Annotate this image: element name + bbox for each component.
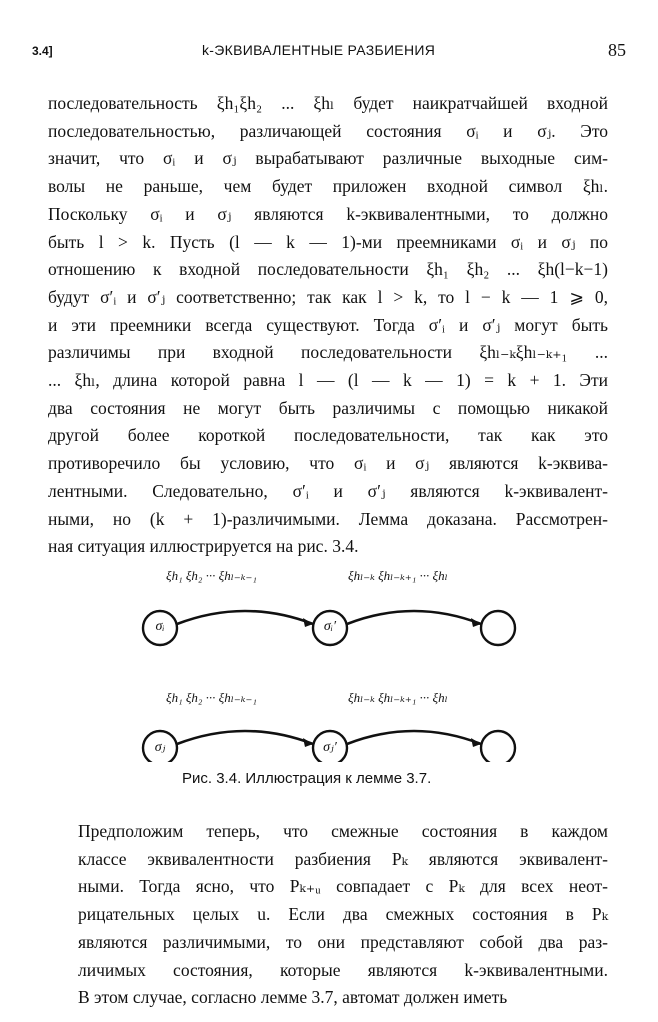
edge-label: ξhₗ₋ₖ ξhₗ₋ₖ₊₁ ··· ξhₗ bbox=[348, 690, 448, 705]
node-label: σⱼ′ bbox=[323, 740, 337, 755]
edge-label: ξh₁ ξh₂ ··· ξhₗ₋ₖ₋₁ bbox=[166, 568, 257, 583]
text-line: другой более короткой последовательности, так как это bbox=[48, 425, 608, 446]
node-label: σⱼ bbox=[154, 740, 166, 755]
text-line: ными, но (k + 1)-различимыми. Лемма доказана. Рассмотрен- bbox=[48, 508, 608, 529]
paragraph-1 bbox=[48, 90, 608, 561]
text-line: Предположим теперь, что смежные состояния в каждом bbox=[78, 821, 608, 841]
text-line: рицательных целых u. Если два смежных состояния в Pₖ bbox=[78, 904, 608, 925]
page-header bbox=[32, 40, 626, 64]
node-label: σᵢ′ bbox=[323, 619, 337, 634]
text-line: личимых состояния, которые являются k-эквивалентными. bbox=[78, 959, 608, 980]
transition-arc bbox=[347, 611, 481, 624]
text-line: противоречило бы условию, что σᵢ и σⱼ являются k-эквива- bbox=[48, 453, 608, 474]
transition-arc bbox=[347, 731, 481, 744]
text-line: будут σ′ᵢ и σ′ⱼ соответственно; так как l > k, то l − k — 1 ⩾ 0, bbox=[48, 286, 608, 307]
text-line: В этом случае, согласно лемме 3.7, автомат должен иметь bbox=[78, 987, 508, 1008]
text-line: являются различимыми, то они представляют собой два раз- bbox=[78, 931, 608, 952]
paragraph-2 bbox=[48, 818, 608, 1012]
figure-caption: Рис. 3.4. Иллюстрация к лемме 3.7. bbox=[182, 770, 432, 787]
text-line: значит, что σᵢ и σⱼ вырабатывают различные выходные сим- bbox=[48, 148, 608, 169]
text-line: ная ситуация иллюстрируется на рис. 3.4. bbox=[48, 536, 359, 557]
state-node-final-1 bbox=[481, 611, 515, 645]
state-node-final-2 bbox=[481, 731, 515, 762]
transition-arc bbox=[177, 731, 313, 744]
page-number: 85 bbox=[608, 40, 626, 60]
text-line: последовательностью, различающей состояния σᵢ и σⱼ. Это bbox=[48, 120, 608, 141]
text-line: последовательность ξh₁ξh₂ ... ξhₗ будет наикратчайшей входной bbox=[48, 93, 608, 113]
text-line: отношению к входной последовательности ξh₁ ξh₂ ... ξh(l−k−1) bbox=[48, 259, 608, 280]
section-number: 3.4] bbox=[32, 44, 53, 58]
text-line: лентными. Следовательно, σ′ᵢ и σ′ⱼ являются k-эквивалент- bbox=[48, 480, 608, 501]
text-line: быть l > k. Пусть (l — k — 1)-ми преемниками σᵢ и σⱼ по bbox=[48, 231, 608, 252]
node-label: σᵢ bbox=[155, 619, 165, 634]
edge-label: ξhₗ₋ₖ ξhₗ₋ₖ₊₁ ··· ξhₗ bbox=[348, 568, 448, 583]
text-line: волы не раньше, чем будет приложен входной символ ξhₗ. bbox=[48, 176, 608, 197]
text-line: и эти преемники всегда существуют. Тогда σ′ᵢ и σ′ⱼ могут быть bbox=[48, 314, 608, 335]
state-diagram bbox=[48, 562, 608, 762]
text-line: два состояния не могут быть различимы с помощью никакой bbox=[48, 397, 608, 418]
text-line: ... ξhₗ, длина которой равна l — (l — k — 1) = k + 1. Эти bbox=[48, 370, 608, 391]
running-title: k-ЭКВИВАЛЕНТНЫЕ РАЗБИЕНИЯ bbox=[202, 42, 436, 58]
figure-3-4 bbox=[48, 562, 608, 762]
text-line: различимы при входной последовательности ξhₗ₋ₖξhₗ₋ₖ₊₁ ... bbox=[48, 342, 608, 363]
edge-label: ξh₁ ξh₂ ··· ξhₗ₋ₖ₋₁ bbox=[166, 690, 257, 705]
text-line: классе эквивалентности разбиения Pₖ являются эквивалент- bbox=[78, 848, 608, 869]
transition-arc bbox=[177, 611, 313, 624]
text-line: ными. Тогда ясно, что Pₖ₊ᵤ совпадает с Pₖ для всех неот- bbox=[78, 876, 608, 897]
text-line: Поскольку σᵢ и σⱼ являются k-эквивалентными, то должно bbox=[48, 203, 608, 224]
